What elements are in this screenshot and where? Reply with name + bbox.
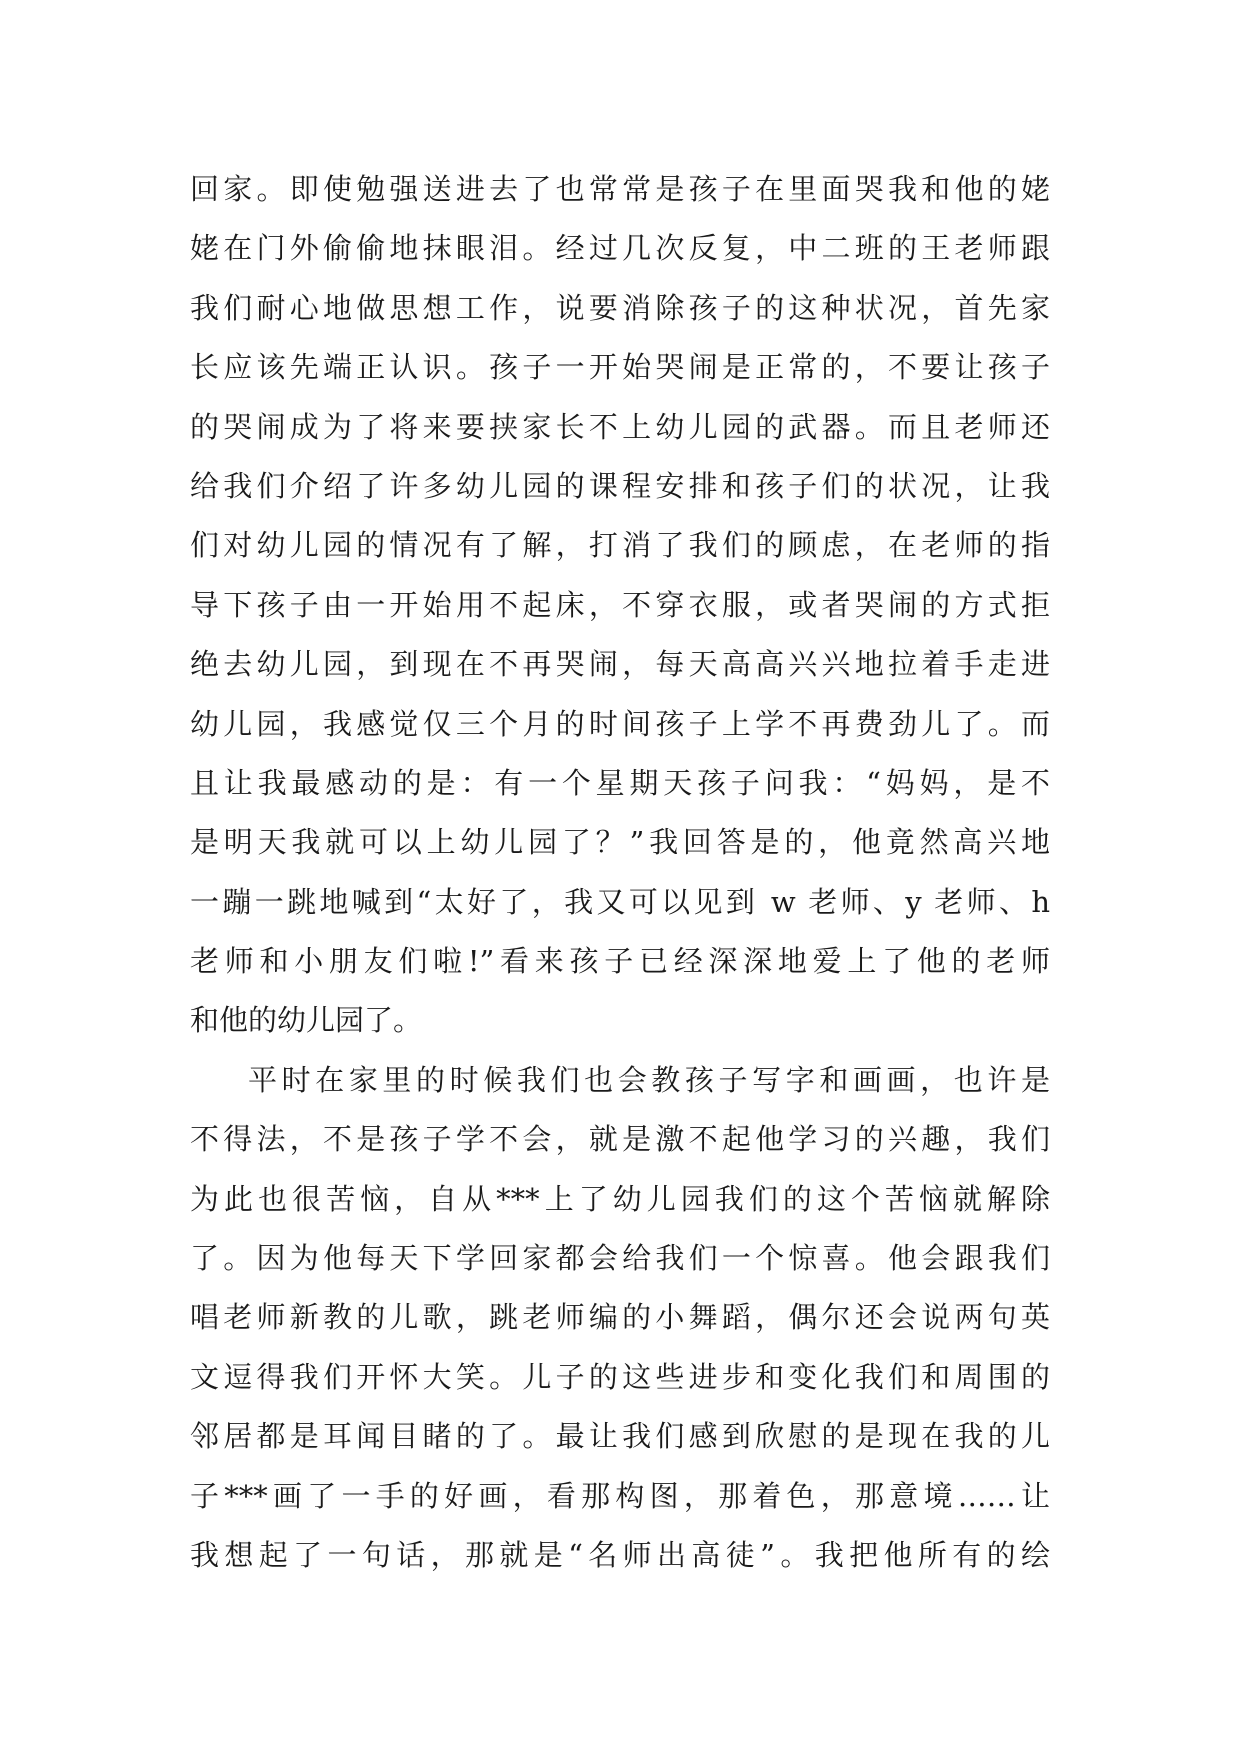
- text-line: 回家。即使勉强送进去了也常常是孩子在里面哭我和他的姥: [190, 172, 1050, 206]
- text-line: 文逗得我们开怀大笑。儿子的这些进步和变化我们和周围的: [190, 1359, 1050, 1394]
- text-line: 和他的幼儿园了。: [190, 1003, 423, 1038]
- text-line: 一蹦一跳地喊到“太好了，我又可以见到 w 老师、y 老师、h: [190, 884, 1050, 919]
- text-line: 姥在门外偷偷地抹眼泪。经过几次反复，中二班的王老师跟: [190, 231, 1050, 266]
- document-body: [190, 160, 1050, 1585]
- text-line: 绝去幼儿园，到现在不再哭闹，每天高高兴兴地拉着手走进: [190, 647, 1050, 682]
- text-line: 导下孩子由一开始用不起床，不穿衣服，或者哭闹的方式拒: [190, 587, 1050, 622]
- text-line: 们对幼儿园的情况有了解，打消了我们的顾虑，在老师的指: [190, 528, 1050, 563]
- text-line: 老师和小朋友们啦!”看来孩子已经深深地爱上了他的老师: [190, 944, 1050, 979]
- text-line: 且让我最感动的是：有一个星期天孩子问我：“妈妈，是不: [190, 765, 1050, 800]
- text-line: 不得法，不是孩子学不会，就是激不起他学习的兴趣，我们: [190, 1122, 1050, 1157]
- text-line: 平时在家里的时候我们也会教孩子写字和画画，也许是: [248, 1062, 1050, 1097]
- text-line: 的哭闹成为了将来要挟家长不上幼儿园的武器。而且老师还: [190, 409, 1050, 444]
- text-line: 是明天我就可以上幼儿园了？”我回答是的，他竟然高兴地: [190, 825, 1050, 860]
- text-line: 给我们介绍了许多幼儿园的课程安排和孩子们的状况，让我: [190, 468, 1050, 503]
- paragraph-2: [190, 1051, 1050, 1586]
- text-line: 唱老师新教的儿歌，跳老师编的小舞蹈，偶尔还会说两句英: [190, 1300, 1050, 1335]
- text-line: 幼儿园，我感觉仅三个月的时间孩子上学不再费劲儿了。而: [190, 706, 1050, 741]
- text-line: 了。因为他每天下学回家都会给我们一个惊喜。他会跟我们: [190, 1241, 1050, 1276]
- text-line: 为此也很苦恼，自从***上了幼儿园我们的这个苦恼就解除: [190, 1181, 1050, 1216]
- text-line: 邻居都是耳闻目睹的了。最让我们感到欣慰的是现在我的儿: [190, 1419, 1050, 1454]
- text-line: 长应该先端正认识。孩子一开始哭闹是正常的，不要让孩子: [190, 350, 1050, 385]
- text-line: 我想起了一句话，那就是“名师出高徒”。我把他所有的绘: [190, 1537, 1050, 1572]
- text-line: 我们耐心地做思想工作，说要消除孩子的这种状况，首先家: [190, 290, 1050, 325]
- paragraph-1: [190, 160, 1050, 1051]
- text-line: 子***画了一手的好画，看那构图，那着色，那意境……让: [190, 1478, 1050, 1513]
